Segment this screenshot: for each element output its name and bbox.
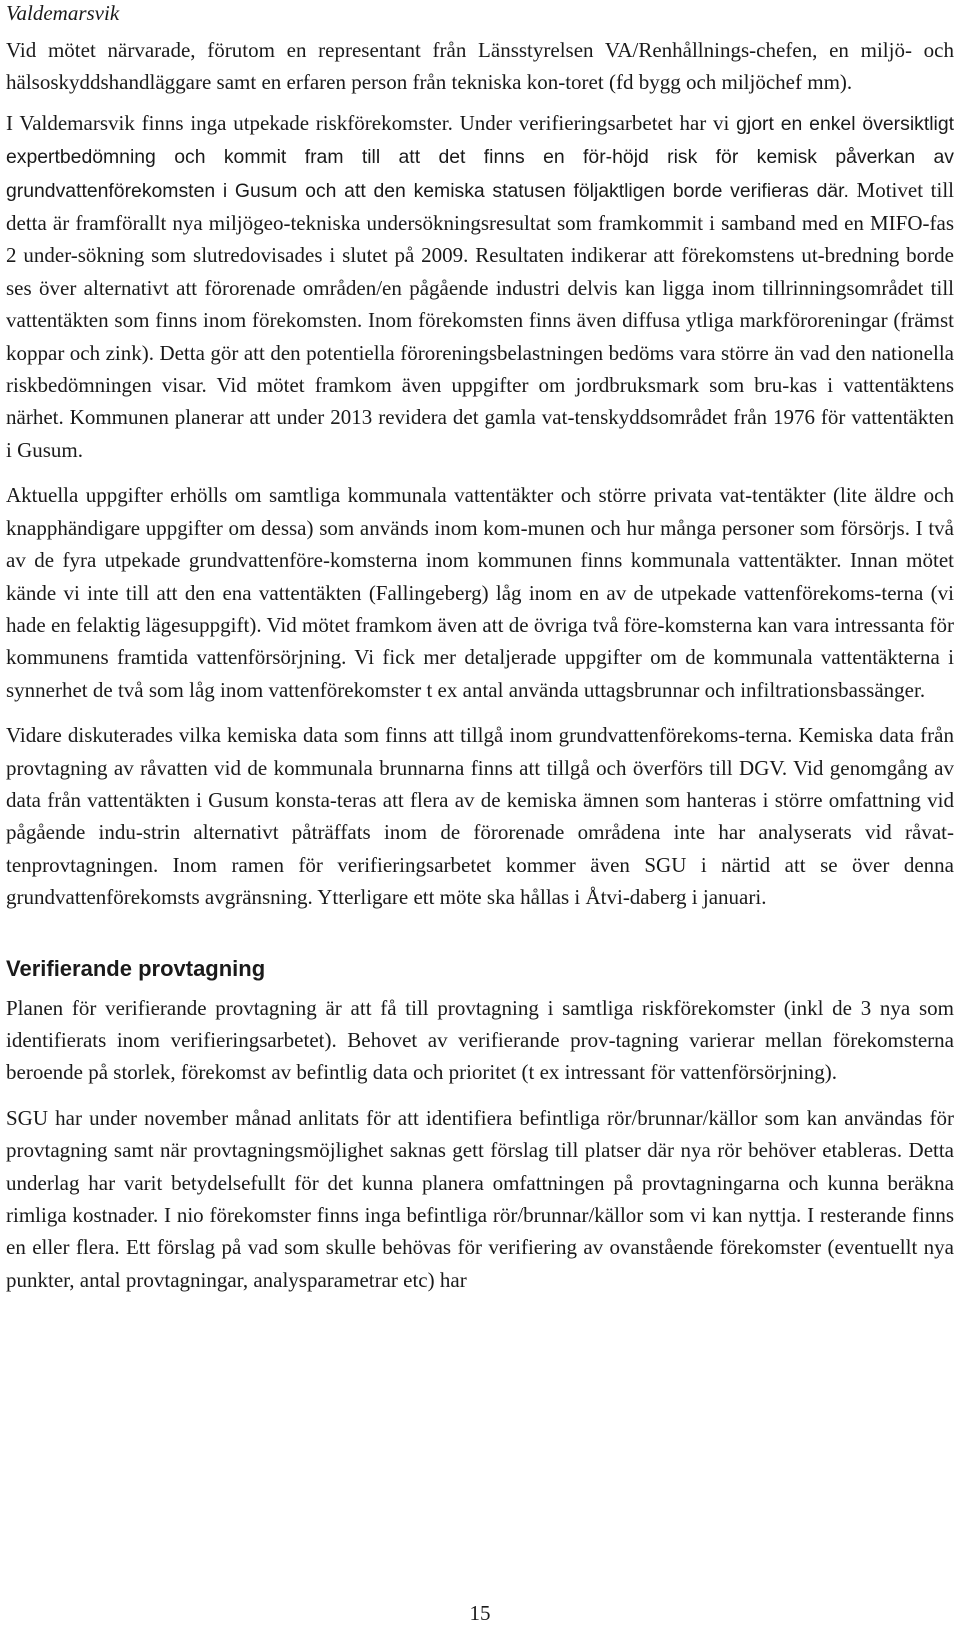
paragraph-meeting-attendees: Vid mötet närvarade, förutom en representant från Länsstyrelsen VA/Renhållnings-chefen, en miljö- och hälsoskyddshandläggare samt en erfaren person från tekniska kon-toret (fd bygg och miljöchef mm). [6,38,954,95]
document-body [6,0,954,1296]
paragraph-risk-assessment-part3: Motivet till detta är framförallt nya miljögeo-tekniska undersökningsresultat som framkommit i samband med en MIFO-fas 2 under-sökning som slutredovisades i slutet på 2009. Resultaten indikerar att förekomstens ut-bredning borde ses över alternativt att förorenade områden/en pågående industri delvis kan ligga inom tillrinningsområdet till vattentäkten som finns inom förekomsten. Inom förekomsten finns även diffusa ytliga markföroreningar (främst koppar och zink). Detta gör att den potentiella föroreningsbelastningen bedöms vara större än vad den nationella riskbedömningen visar. Vid mötet framkom även uppgifter om jordbruksmark som bru-kas i vattentäktens närhet. Kommunen planerar att under 2013 revidera det gamla vat-tenskyddsområdet från 1976 för vattentäkten i Gusum. [6,177,954,462]
paragraph-risk-assessment-part1: I Valdemarsvik finns inga utpekade riskförekomster. Under verifieringsarbetet har vi [6,110,737,135]
paragraph-risk-assessment-part2: gjort en enkel översiktligt expertbedömning och kommit fram till att det finns en för-höjd risk för kemisk påverkan av grundvattenförekomsten i Gusum och att den kemiska statusen följaktligen borde verifieras där. [6,112,954,202]
paragraph-chemical-data: Vidare diskuterades vilka kemiska data som finns att tillgå inom grundvattenförekoms-terna. Kemiska data från provtagning av råvatten vid de kommunala brunnarna finns att tillgå och överförs till DGV. Vid genomgång av data från vattentäkten i Gusum konsta-teras att flera av de kemiska ämnen som hanteras i större omfattning vid pågående indu-strin alternativt påträffats inom de förorenade områdena inte har analyserats vid råvat-tenprovtagningen. Inom ramen för verifieringsarbetet kommer även SGU i närtid att se över denna grundvattenförekomsts avgränsning. Ytterligare ett möte ska hållas i Åtvi-daberg i januari. [6,723,954,910]
paragraph-water-sources: Aktuella uppgifter erhölls om samtliga kommunala vattentäkter och större privata vat-tentäkter (lite äldre och knapphändigare uppgifter om dessa) som används inom kom-munen och hur många personer som försörjs. I två av de fyra utpekade grundvattenföre-komsterna inom kommunen finns kommunala vattentäkter. Innan mötet kände vi inte till att den ena vattentäkten (Fallingeberg) låg inom en av de utpekade vattenförekoms-terna (vi hade en felaktig lägesuppgift). Vid mötet framkom även att de övriga två före-komsterna kan vara intressanta för kommunens framtida vattenförsörjning. Vi fick mer detaljerade uppgifter om de kommunala vattentäkterna i synnerhet de två som låg inom vattenförekomster t ex antal använda uttagsbrunnar och infiltrationsbassänger. [6,483,954,702]
paragraph-sampling-plan: Planen för verifierande provtagning är att få till provtagning i samtliga riskförekomster (inkl de 3 nya som identifierats inom verifieringsarbetet). Behovet av verifierande prov-tagning varierar mellan förekomsterna beroende på storlek, förekomst av befintlig data och prioritet (t ex intressant för vattenförsörjning). [6,995,954,1085]
page-number: 15 [469,1601,491,1625]
section-heading-verifierande-provtagning: Verifierande provtagning [6,955,266,981]
paragraph-risk-assessment [6,107,954,466]
subheading-valdemarsvik: Valdemarsvik [6,1,120,25]
paragraph-sgu-assignment: SGU har under november månad anlitats för att identifiera befintliga rör/brunnar/källor som kan användas för provtagning samt när provtagningsmöjlighet saknas gett förslag till platser där nya rör behöver etableras. Detta underlag har varit betydelsefullt för det kunna planera omfattningen på provtagningarna och kunna beräkna rimliga kostnader. I nio förekomster finns inga befintliga rör/brunnar/källor som vi kan nyttja. I resterande finns en eller flera. Ett förslag på vad som skulle behövas för verifiering av ovanstående förekomster (eventuellt nya punkter, antal provtagningar, analysparametrar etc) har [6,1105,954,1292]
